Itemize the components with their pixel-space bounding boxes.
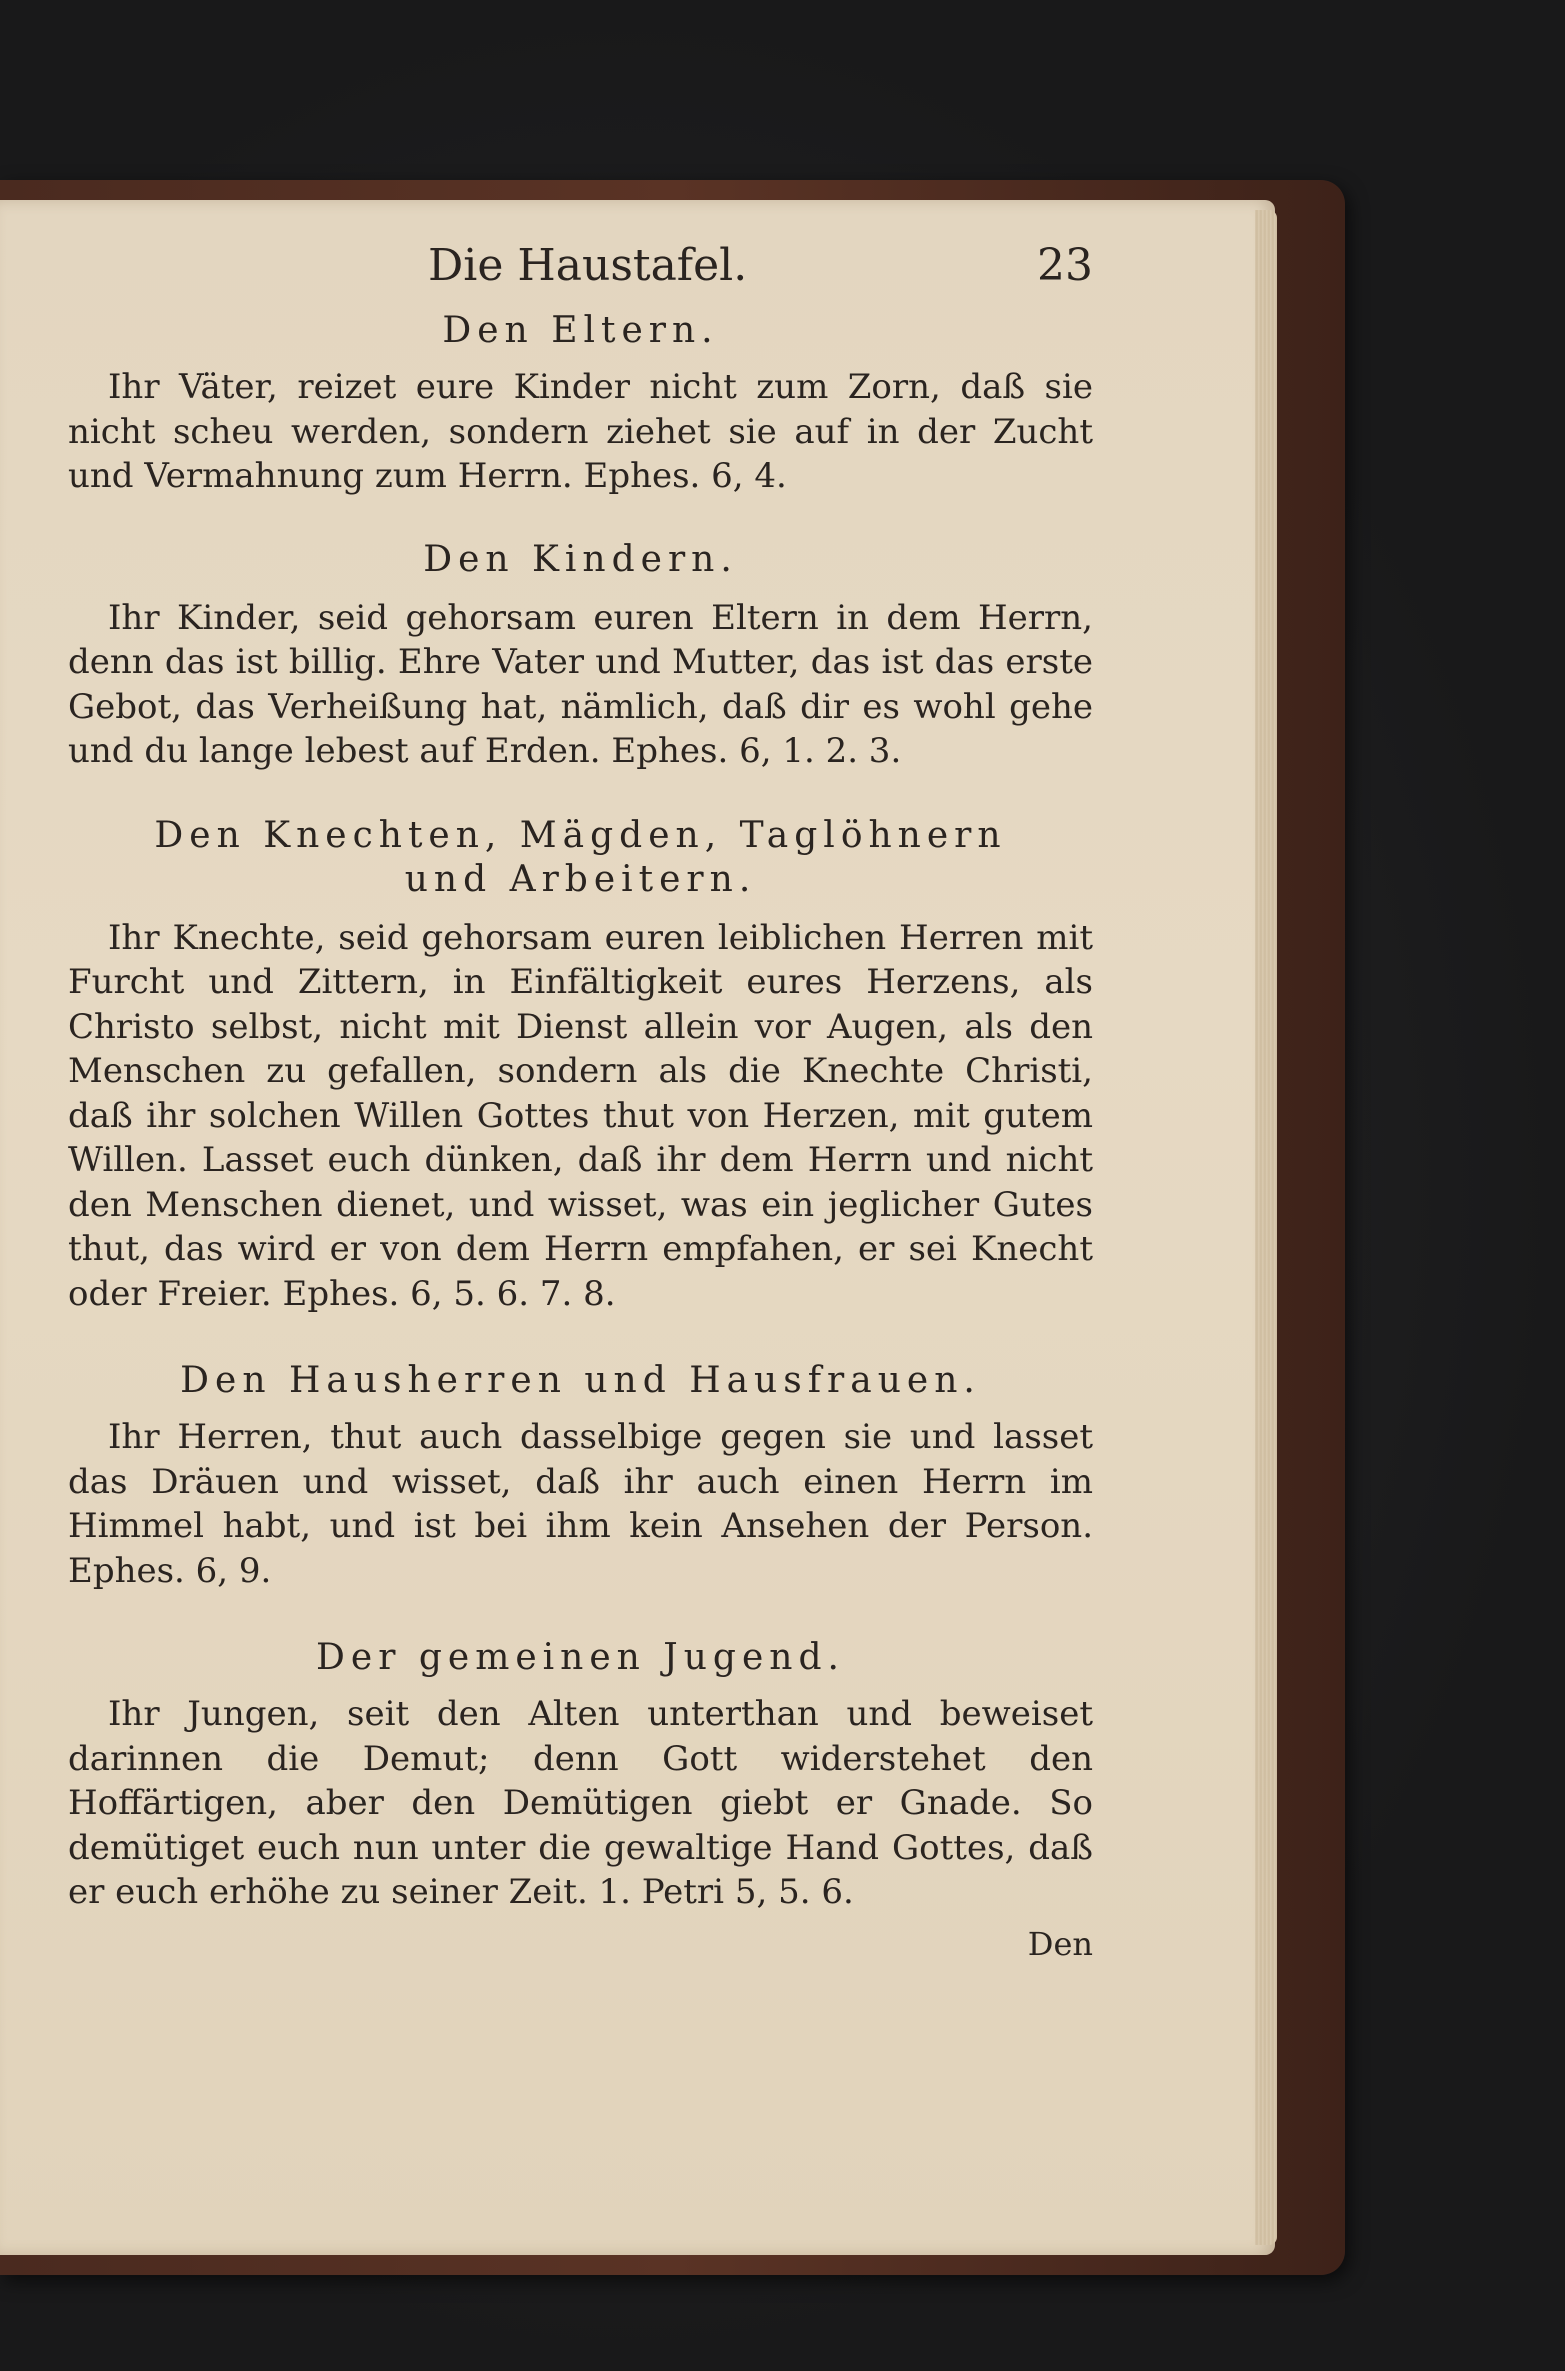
section-heading: Der gemeinen Jugend. [316, 1637, 845, 1678]
page-edges [1255, 210, 1277, 2245]
running-title: Die Haustafel. [428, 240, 748, 291]
page-text [68, 240, 1093, 1963]
section-kindern [68, 539, 1093, 774]
section-body: Ihr Jungen, seit den Alten unterthan und beweiset darinnen die Demut; denn Gott widerstehet den Hoffärtigen, aber den Demütigen giebt er Gnade. So demütiget euch nun unter die gewaltige Hand Gottes, daß er euch erhöhe zu seiner Zeit. 1. Petri 5, 5. 6. [68, 1694, 1093, 1912]
section-heading: Den Kindern. [423, 538, 738, 580]
section-heading: Den Eltern. [442, 310, 719, 351]
section-jugend [68, 1637, 1093, 1915]
page-number: 23 [1037, 240, 1093, 291]
section-knechten [68, 814, 1093, 1317]
section-hausherren [68, 1360, 1093, 1593]
section-heading: Den Hausherren und Hausfrauen. [180, 1360, 981, 1401]
section-body: Ihr Herren, thut auch dasselbige gegen sie und lasset das Dräuen und wisset, daß ihr auch einen Herrn im Himmel habt, und ist bei ihm kein Ansehen der Person. Ephes. 6, 9. [68, 1417, 1093, 1591]
running-head [68, 240, 1093, 310]
catchword: Den [1027, 1924, 1093, 1963]
section-body: Ihr Kinder, seid gehorsam euren Eltern in dem Herrn, denn das ist billig. Ehre Vater und Mutter, das ist das erste Gebot, das Verheißung hat, nämlich, daß dir es wohl gehe und du lange lebest auf Erden. Ephes. 6, 1. 2. 3. [68, 597, 1093, 771]
section-body: Ihr Knechte, seid gehorsam euren leiblichen Herren mit Furcht und Zittern, in Einfältigkeit eures Herzens, als Christo selbst, nicht mit Dienst allein vor Augen, als den Menschen zu gefallen, sondern als die Knechte Christi, daß ihr solchen Willen Gottes thut von Herzen, mit gutem Willen. Lasset euch dünken, daß ihr dem Herrn und nicht den Menschen dienet, und wisset, was ein jeglicher Gutes thut, das wird er von dem Herrn empfahen, er sei Knecht oder Freier. Ephes. 6, 5. 6. 7. 8. [68, 917, 1093, 1314]
section-heading: Den Knechten, Mägden, Taglöhnern und Arbeitern. [154, 814, 1007, 900]
section-eltern [68, 310, 1093, 499]
section-body: Ihr Väter, reizet eure Kinder nicht zum Zorn, daß sie nicht scheu werden, sondern ziehet sie auf in der Zucht und Vermahnung zum Herrn. Ephes. 6, 4. [68, 367, 1093, 496]
